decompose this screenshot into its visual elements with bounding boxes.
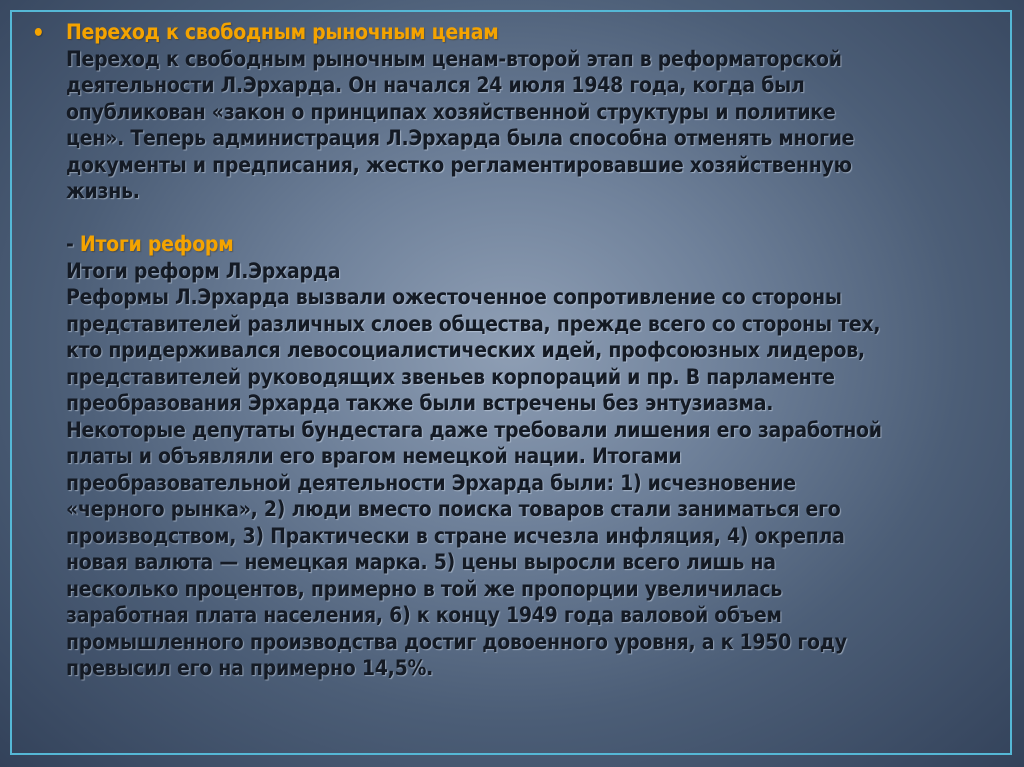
section2-body: Реформы Л.Эрхарда вызвали ожесточенное сопротивление со стороны представителей различных слоев общества, прежде всего со стороны тех, кто придерживался левосоциалистических идей, профсоюзных лидеров, представителей руководящих звеньев корпораций и пр. В парламенте преобразования Эрхарда также были встречены без энтузиазма. Некоторые депутаты бундестага даже требовали лишения его заработной платы и объявляли его врагом немецкой нации. Итогами преобразовательной деятельности Эрхарда были: 1) исчезновение «черного рынка», 2) люди вместо поиска товаров стали заниматься его производством, 3) Практически в стране исчезла инфляция, 4) окрепла новая валюта — немецкая марка. 5) цены выросли всего лишь на несколько процентов, примерно в той же пропорции увеличилась заработная плата населения, 6) к концу 1949 года валовой объем промышленного производства достиг довоенного уровня, а к 1950 году превысил его на примерно 14,5%. [66,285,882,680]
section2-dash: - [66,232,80,256]
section-spacer [66,205,956,232]
section1-title: Переход к свободным рыночным ценам [66,20,499,44]
bullet-point: • [32,21,45,46]
section2-heading [66,231,956,258]
section2-title: Итоги реформ [79,232,234,256]
section1-body: Переход к свободным рыночным ценам-второй этап в реформаторской деятельности Л.Эрхарда. Он начался 24 июля 1948 года, когда был опубликован «закон о принципах хозяйственной структуры и политике цен». Теперь администрация Л.Эрхарда была способна отменять многие документы и предписания, жестко регламентировавшие хозяйственную жизнь. [66,46,855,203]
slide-content [66,19,956,682]
section2-subtitle: Итоги реформ Л.Эрхарда [66,258,341,283]
